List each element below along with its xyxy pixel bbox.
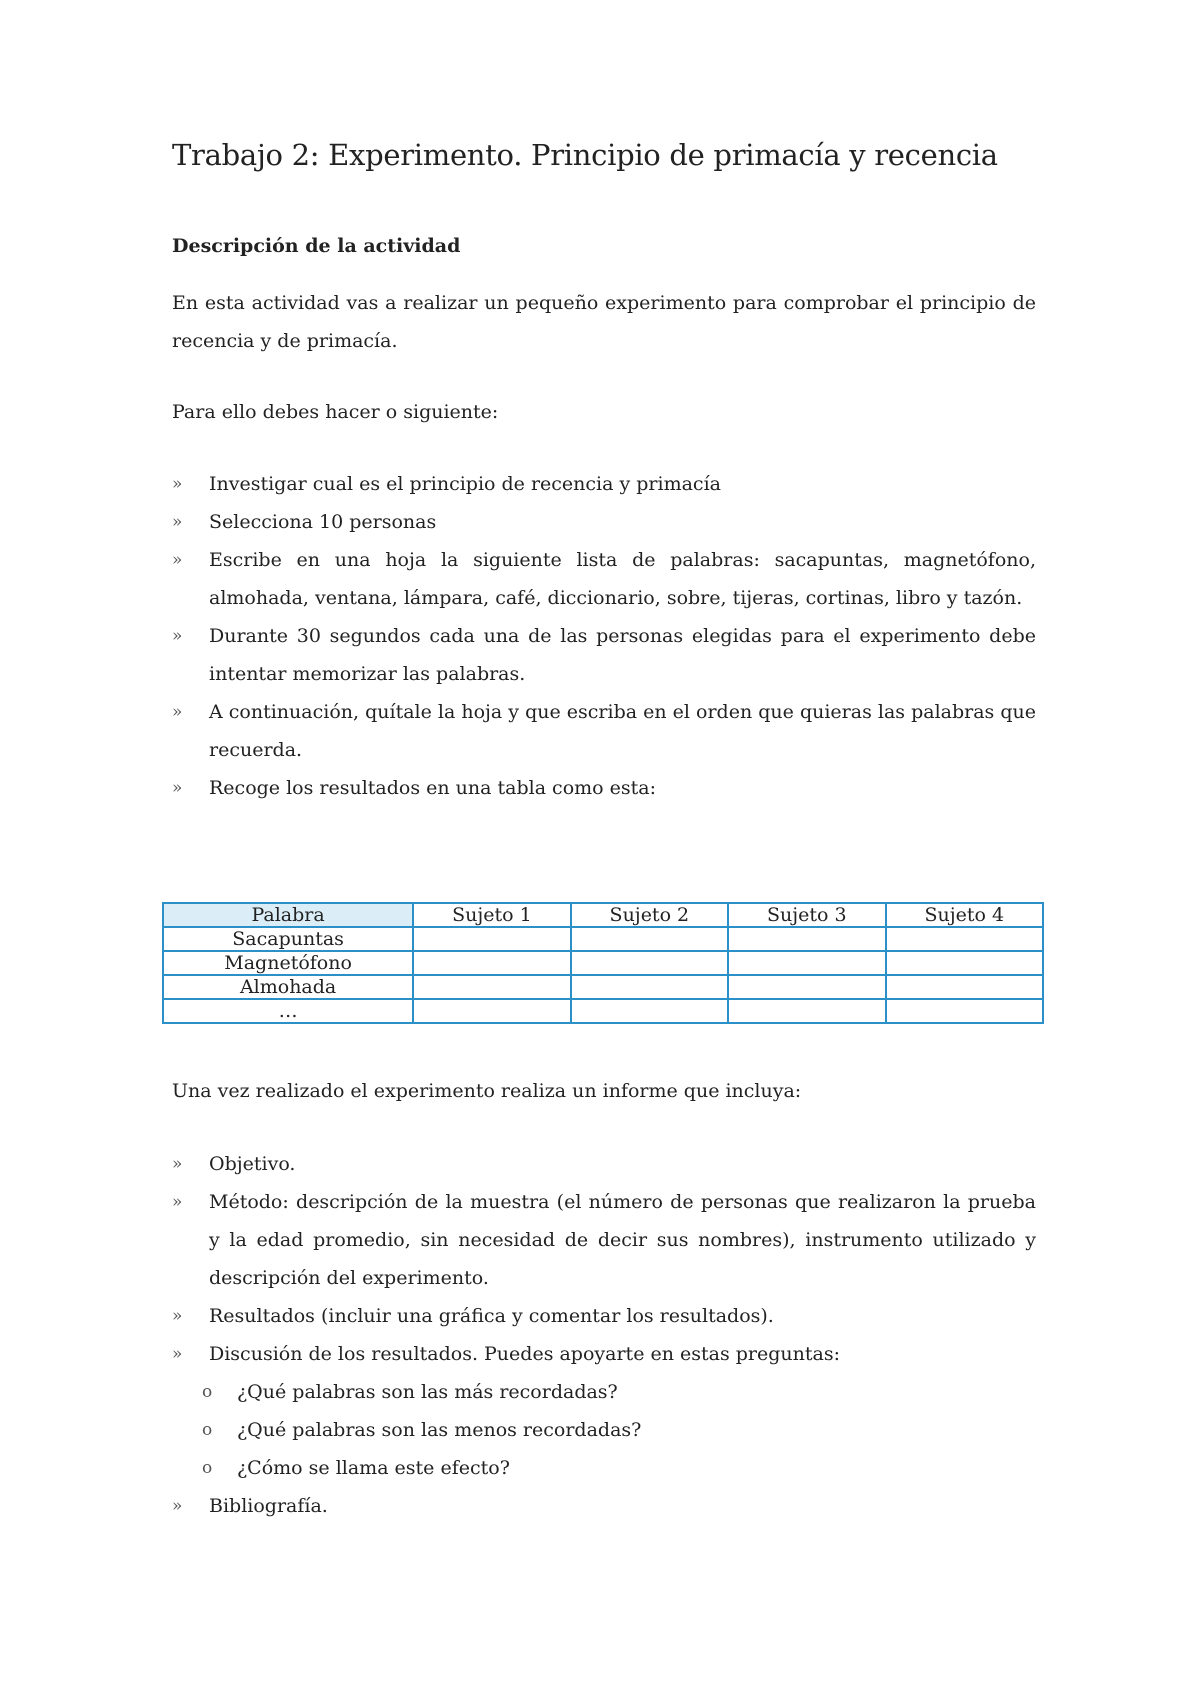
table-cell [886, 927, 1044, 951]
list-item: » Investigar cual es el principio de recencia y primacía [172, 465, 1036, 503]
circle-bullet-icon: o [202, 1382, 213, 1402]
bullet-icon: » [172, 1192, 183, 1212]
list-item: » Discusión de los resultados. Puedes apoyarte en estas preguntas: [172, 1335, 1036, 1373]
table-cell [728, 975, 885, 999]
circle-bullet-icon: o [202, 1458, 213, 1478]
table-row [163, 975, 1043, 999]
table-cell [728, 927, 885, 951]
table-cell [886, 951, 1044, 975]
table-cell-word: Sacapuntas [163, 927, 413, 951]
table-header-cell: Sujeto 3 [728, 903, 885, 927]
list-item: » Escribe en una hoja la siguiente lista de palabras: sacapuntas, magnetófono, almohada, ventana, lámpara, café, diccionario, sobre, tijeras, cortinas, libro y tazón. [172, 541, 1036, 617]
bullet-icon: » [172, 1344, 183, 1364]
bullet-icon: » [172, 1496, 183, 1516]
table-cell [413, 975, 570, 999]
table-cell-word: Magnetófono [163, 951, 413, 975]
bullet-icon: » [172, 550, 183, 570]
table-header-cell: Sujeto 4 [886, 903, 1044, 927]
bullet-icon: » [172, 474, 183, 494]
table-cell [571, 999, 728, 1023]
intro-paragraph: En esta actividad vas a realizar un pequeño experimento para comprobar el principio de recencia y de primacía. [172, 292, 1036, 352]
results-table [162, 902, 1044, 1024]
table-cell [886, 999, 1044, 1023]
table-header-cell: Palabra [163, 903, 413, 927]
steps-list [172, 465, 1036, 807]
instructions-lead: Para ello debes hacer o siguiente: [172, 401, 499, 423]
list-item: » Objetivo. [172, 1145, 1036, 1183]
sub-list-item: o ¿Qué palabras son las más recordadas? [172, 1373, 1036, 1411]
list-item: » Durante 30 segundos cada una de las personas elegidas para el experimento debe intentar memorizar las palabras. [172, 617, 1036, 693]
bullet-icon: » [172, 1306, 183, 1326]
list-item: » Selecciona 10 personas [172, 503, 1036, 541]
table-cell [728, 951, 885, 975]
circle-bullet-icon: o [202, 1420, 213, 1440]
report-lead: Una vez realizado el experimento realiza un informe que incluya: [172, 1080, 802, 1102]
section-heading: Descripción de la actividad [172, 235, 461, 257]
bullet-icon: » [172, 778, 183, 798]
table-cell-word: Almohada [163, 975, 413, 999]
list-item: » Método: descripción de la muestra (el número de personas que realizaron la prueba y la edad promedio, sin necesidad de decir sus nombres), instrumento utilizado y descripción del experimento. [172, 1183, 1036, 1297]
table-cell-word: … [163, 999, 413, 1023]
list-item: » Resultados (incluir una gráfica y comentar los resultados). [172, 1297, 1036, 1335]
list-item: » Recoge los resultados en una tabla como esta: [172, 769, 1036, 807]
table-cell [571, 975, 728, 999]
table-cell [728, 999, 885, 1023]
table-cell [886, 975, 1044, 999]
table-cell [413, 951, 570, 975]
table-row [163, 951, 1043, 975]
table-cell [571, 951, 728, 975]
bullet-icon: » [172, 626, 183, 646]
bullet-icon: » [172, 702, 183, 722]
document-title: Trabajo 2: Experimento. Principio de primacía y recencia [172, 138, 998, 172]
table-row [163, 999, 1043, 1023]
bullet-icon: » [172, 1154, 183, 1174]
sub-list-item: o ¿Cómo se llama este efecto? [172, 1449, 1036, 1487]
table-header-cell: Sujeto 1 [413, 903, 570, 927]
table-header-row [163, 903, 1043, 927]
bullet-icon: » [172, 512, 183, 532]
table-cell [413, 927, 570, 951]
sub-list-item: o ¿Qué palabras son las menos recordadas? [172, 1411, 1036, 1449]
table-row [163, 927, 1043, 951]
list-item: » Bibliografía. [172, 1487, 1036, 1525]
report-list [172, 1145, 1036, 1525]
table-header-cell: Sujeto 2 [571, 903, 728, 927]
list-item: » A continuación, quítale la hoja y que escriba en el orden que quieras las palabras que recuerda. [172, 693, 1036, 769]
table-cell [413, 999, 570, 1023]
table-cell [571, 927, 728, 951]
